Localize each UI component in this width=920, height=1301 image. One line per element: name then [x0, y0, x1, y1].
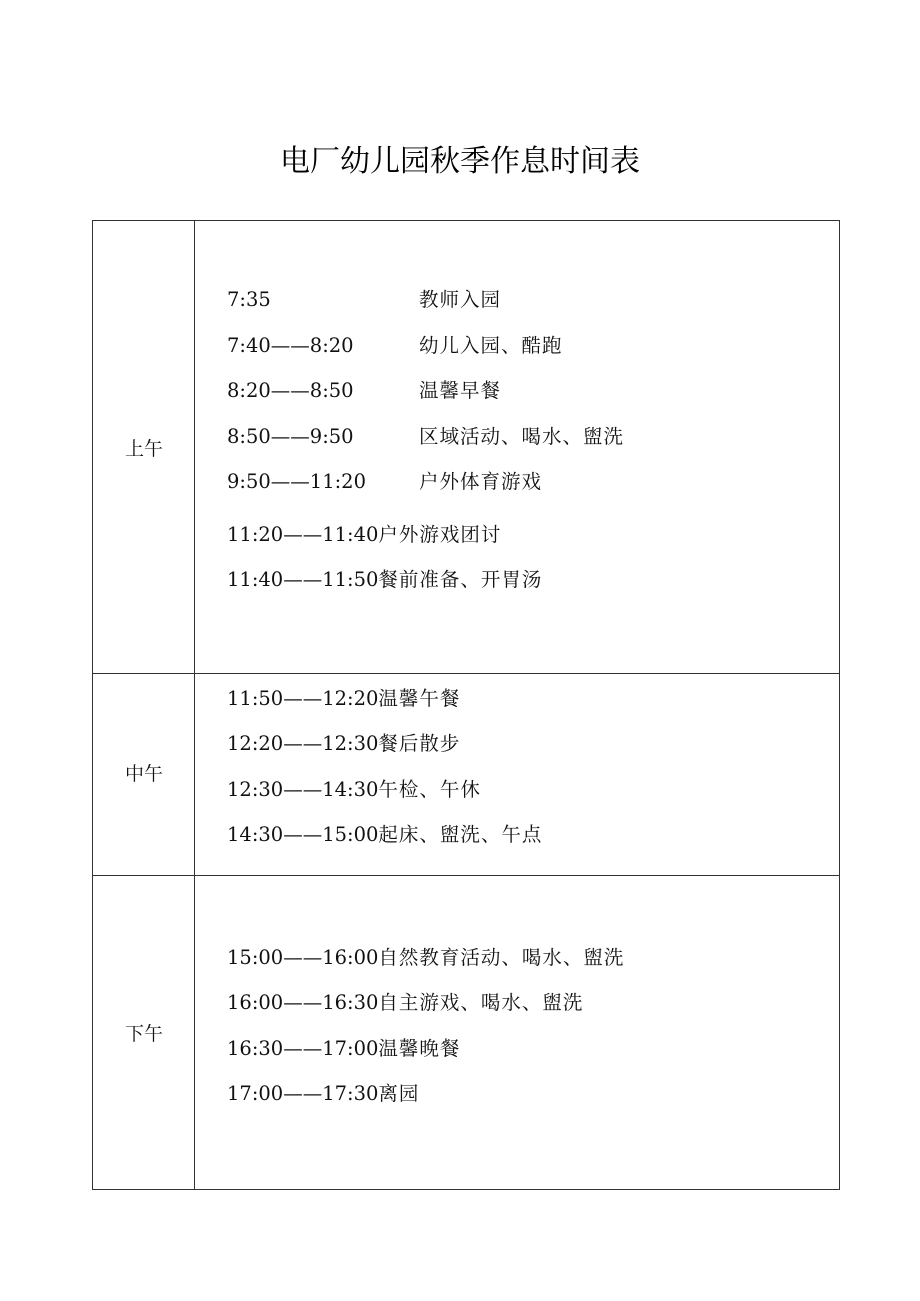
entry-activity: 餐前准备、开胃汤 [378, 568, 543, 591]
period-afternoon [93, 875, 839, 1189]
schedule-entries [227, 876, 827, 1189]
entry-time: 11:40——11:50 [227, 568, 379, 591]
entry-activity: 户外游戏团讨 [378, 523, 502, 546]
entry-time: 16:30——17:00 [227, 1037, 379, 1060]
schedule-entry [227, 729, 460, 759]
entry-time: 14:30——15:00 [227, 823, 379, 846]
period-label-cell [93, 221, 195, 673]
entry-time: 12:30——14:30 [227, 778, 379, 801]
schedule-entry [227, 775, 481, 805]
entry-time: 8:50——9:50 [227, 425, 354, 448]
entry-activity: 温馨午餐 [378, 687, 461, 710]
period-morning [93, 221, 839, 673]
entry-activity: 餐后散步 [378, 732, 461, 755]
entry-time: 7:35 [227, 288, 271, 311]
schedule-entry [227, 943, 624, 973]
schedule-entry [227, 988, 583, 1018]
schedule-entry [227, 684, 460, 714]
entry-time: 9:50——11:20 [227, 470, 366, 493]
schedule-entries [227, 674, 827, 875]
entry-activity: 自然教育活动、喝水、盥洗 [378, 946, 625, 969]
entry-activity: 自主游戏、喝水、盥洗 [378, 991, 584, 1014]
entry-activity: 户外体育游戏 [419, 470, 543, 493]
entry-activity: 午检、午休 [378, 778, 481, 801]
period-label-afternoon: 下午 [124, 1023, 163, 1045]
schedule-entry [227, 285, 501, 315]
entry-activity: 幼儿入园、酷跑 [419, 334, 563, 357]
schedule-entry [227, 376, 501, 406]
entry-activity: 区域活动、喝水、盥洗 [419, 425, 625, 448]
schedule-entry [227, 467, 542, 497]
schedule-entry [227, 1079, 419, 1109]
entry-time: 15:00——16:00 [227, 946, 379, 969]
entry-time: 12:20——12:30 [227, 732, 379, 755]
period-label-cell [93, 674, 195, 875]
schedule-entry [227, 520, 501, 550]
schedule-table [92, 220, 840, 1190]
period-noon [93, 673, 839, 875]
entry-time: 17:00——17:30 [227, 1082, 379, 1105]
entry-activity: 温馨早餐 [419, 379, 502, 402]
schedule-entry [227, 1034, 460, 1064]
entry-activity: 起床、盥洗、午点 [378, 823, 543, 846]
entry-time: 7:40——8:20 [227, 334, 354, 357]
period-label-noon: 中午 [124, 763, 163, 785]
entry-activity: 教师入园 [419, 288, 502, 311]
entry-activity: 温馨晚餐 [378, 1037, 461, 1060]
page-title: 电厂幼儿园秋季作息时间表 [280, 144, 640, 179]
entry-time: 11:50——12:20 [227, 687, 379, 710]
schedule-entry [227, 422, 624, 452]
period-label-morning: 上午 [124, 438, 163, 460]
schedule-entry [227, 331, 563, 361]
entry-time: 11:20——11:40 [227, 523, 379, 546]
schedule-entries [227, 221, 827, 673]
entry-activity: 离园 [378, 1082, 420, 1105]
entry-time: 16:00——16:30 [227, 991, 379, 1014]
schedule-entry [227, 820, 542, 850]
period-label-cell [93, 876, 195, 1189]
schedule-entry [227, 565, 542, 595]
entry-time: 8:20——8:50 [227, 379, 354, 402]
